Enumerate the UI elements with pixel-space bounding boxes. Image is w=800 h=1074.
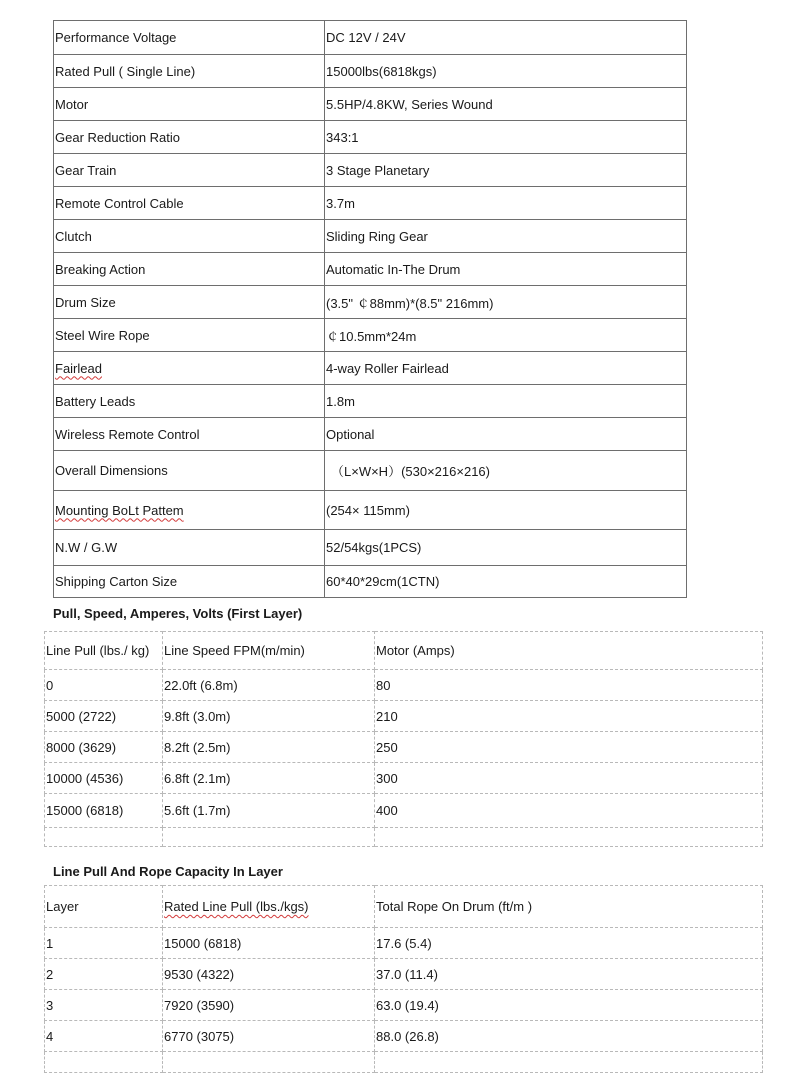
table-cell: 63.0 (19.4): [375, 990, 763, 1021]
table-cell: [375, 1052, 763, 1073]
table-cell: 1: [45, 928, 163, 959]
table-cell: 7920 (3590): [163, 990, 375, 1021]
spec-row: [54, 21, 687, 55]
spec-table: [53, 20, 687, 598]
table-row: [45, 959, 763, 990]
table-row: [45, 928, 763, 959]
table-cell: 80: [375, 670, 763, 701]
table-header-row: [45, 632, 763, 670]
table-row: [45, 1052, 763, 1073]
table-cell: 9.8ft (3.0m): [163, 701, 375, 732]
spec-row: [54, 55, 687, 88]
table-header-row: [45, 886, 763, 928]
spec-label: Motor: [54, 88, 325, 121]
table-cell: [375, 828, 763, 847]
column-header: Layer: [45, 886, 163, 928]
column-header: Motor (Amps): [375, 632, 763, 670]
table-cell: 6.8ft (2.1m): [163, 763, 375, 794]
table-cell: 250: [375, 732, 763, 763]
spec-value: 5.5HP/4.8KW, Series Wound: [325, 88, 687, 121]
table-cell: [45, 1052, 163, 1073]
table-cell: 10000 (4536): [45, 763, 163, 794]
spec-row: [54, 352, 687, 385]
spec-row: [54, 451, 687, 491]
spec-value: Automatic In-The Drum: [325, 253, 687, 286]
spec-label: Gear Reduction Ratio: [54, 121, 325, 154]
spec-row: [54, 253, 687, 286]
spec-row: [54, 286, 687, 319]
spec-value: 52/54kgs(1PCS): [325, 530, 687, 566]
spec-label: Remote Control Cable: [54, 187, 325, 220]
table-cell: 17.6 (5.4): [375, 928, 763, 959]
column-header-text: Rated Line Pull (lbs./kgs): [164, 899, 309, 914]
spec-value: 3 Stage Planetary: [325, 154, 687, 187]
spec-row: [54, 566, 687, 598]
table-cell: 37.0 (11.4): [375, 959, 763, 990]
spec-label: Gear Train: [54, 154, 325, 187]
table-cell: 8000 (3629): [45, 732, 163, 763]
spec-value: 3.7m: [325, 187, 687, 220]
table-cell: 5.6ft (1.7m): [163, 794, 375, 828]
spec-value: Optional: [325, 418, 687, 451]
spec-label: Steel Wire Rope: [54, 319, 325, 352]
spec-label-text: Mounting BoLt Pattem: [55, 502, 184, 518]
table-row: [45, 701, 763, 732]
spec-row: [54, 319, 687, 352]
table-cell: 300: [375, 763, 763, 794]
table-cell: 88.0 (26.8): [375, 1021, 763, 1052]
table-cell: 22.0ft (6.8m): [163, 670, 375, 701]
table-cell: 5000 (2722): [45, 701, 163, 732]
spec-label: Overall Dimensions: [54, 451, 325, 491]
spec-row: [54, 418, 687, 451]
spec-value: (254× 115mm): [325, 491, 687, 530]
spec-label: Wireless Remote Control: [54, 418, 325, 451]
column-header: Total Rope On Drum (ft/m ): [375, 886, 763, 928]
spec-label: Shipping Carton Size: [54, 566, 325, 598]
spec-row: [54, 154, 687, 187]
spec-value: DC 12V / 24V: [325, 21, 687, 55]
table-cell: 15000 (6818): [45, 794, 163, 828]
spec-row: [54, 121, 687, 154]
spec-value: 343:1: [325, 121, 687, 154]
spec-row: [54, 187, 687, 220]
column-header: Line Speed FPM(m/min): [163, 632, 375, 670]
spec-value: (3.5" ￠88mm)*(8.5" 216mm): [325, 286, 687, 319]
table-row: [45, 1021, 763, 1052]
capacity-heading: Line Pull And Rope Capacity In Layer: [53, 864, 283, 879]
table-cell: 4: [45, 1021, 163, 1052]
column-header: [163, 886, 375, 928]
table-row: [45, 763, 763, 794]
spec-value: 15000lbs(6818kgs): [325, 55, 687, 88]
table-cell: 400: [375, 794, 763, 828]
spec-value: 4-way Roller Fairlead: [325, 352, 687, 385]
table-cell: 15000 (6818): [163, 928, 375, 959]
table-cell: 6770 (3075): [163, 1021, 375, 1052]
performance-heading: Pull, Speed, Amperes, Volts (First Layer): [53, 606, 303, 621]
performance-table: [44, 631, 763, 847]
table-row: [45, 828, 763, 847]
table-cell: 210: [375, 701, 763, 732]
spec-value: Sliding Ring Gear: [325, 220, 687, 253]
table-cell: [163, 828, 375, 847]
table-cell: 2: [45, 959, 163, 990]
table-cell: 9530 (4322): [163, 959, 375, 990]
spec-value: 60*40*29cm(1CTN): [325, 566, 687, 598]
spec-label: Breaking Action: [54, 253, 325, 286]
spec-label: Drum Size: [54, 286, 325, 319]
spec-label: [54, 491, 325, 530]
table-cell: [163, 1052, 375, 1073]
spec-label: N.W / G.W: [54, 530, 325, 566]
spec-row: [54, 530, 687, 566]
spec-label: [54, 352, 325, 385]
table-row: [45, 670, 763, 701]
spec-label: Clutch: [54, 220, 325, 253]
column-header: Line Pull (lbs./ kg): [45, 632, 163, 670]
spec-row: [54, 220, 687, 253]
spec-label: Performance Voltage: [54, 21, 325, 55]
spec-label-text: Fairlead: [55, 360, 102, 376]
table-row: [45, 732, 763, 763]
spec-value: ￠10.5mm*24m: [325, 319, 687, 352]
spec-label: Rated Pull ( Single Line): [54, 55, 325, 88]
table-cell: 8.2ft (2.5m): [163, 732, 375, 763]
table-cell: 0: [45, 670, 163, 701]
spec-row: [54, 491, 687, 530]
table-row: [45, 990, 763, 1021]
table-row: [45, 794, 763, 828]
spec-row: [54, 88, 687, 121]
table-cell: [45, 828, 163, 847]
spec-value: （L×W×H）(530×216×216): [325, 451, 687, 491]
spec-row: [54, 385, 687, 418]
capacity-table: [44, 885, 763, 1073]
spec-value: 1.8m: [325, 385, 687, 418]
spec-label: Battery Leads: [54, 385, 325, 418]
table-cell: 3: [45, 990, 163, 1021]
